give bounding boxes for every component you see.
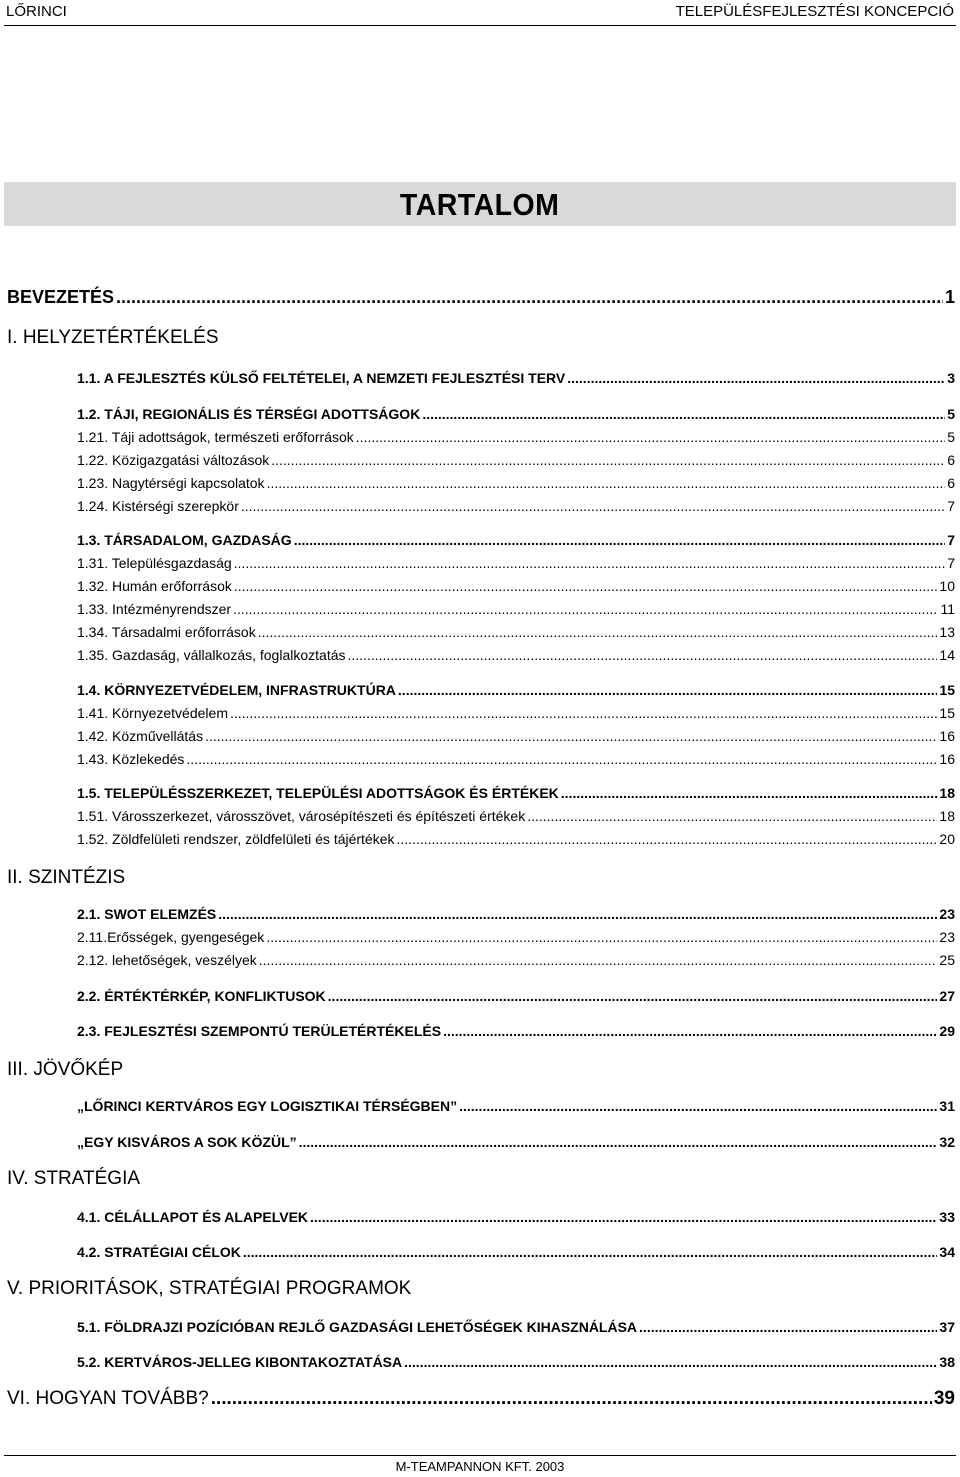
toc-entry-1-24[interactable] [77,498,955,514]
toc-entry-label: 5.2. KERTVÁROS-JELLEG KIBONTAKOZTATÁSA [77,1354,403,1370]
toc-entry-label: 1.33. Intézményrendszer [77,601,232,617]
toc-entry-page: 31 [939,1098,955,1114]
dot-leader [356,429,945,445]
dot-leader [233,601,938,617]
dot-leader [267,475,946,491]
toc-entry-1-5[interactable] [77,785,955,801]
toc-entry-label: 1.1. A FEJLESZTÉS KÜLSŐ FELTÉTELEI, A NEMZETI FEJLESZTÉSI TERV [77,370,566,386]
toc-entry-label: 2.3. FEJLESZTÉSI SZEMPONTÚ TERÜLETÉRTÉKELÉS [77,1023,442,1039]
toc-entry-page: 13 [939,624,955,640]
toc-entry-2-11[interactable] [77,929,955,945]
toc-entry-3-b[interactable] [77,1134,955,1150]
toc-entry-label: 1.42. Közművellátás [77,728,204,744]
toc-entry-2-2[interactable] [77,988,955,1004]
toc-entry-page: 7 [947,555,955,571]
toc-entry-page: 34 [939,1244,955,1260]
toc-entry-1-21[interactable] [77,429,955,445]
toc-entry-page: 29 [939,1023,955,1039]
toc-entry-label: 2.11.Erősségek, gyengeségek [77,929,265,945]
dot-leader [422,406,945,422]
dot-leader [310,1209,937,1225]
toc-entry-page: 7 [947,498,955,514]
toc-entry-label: 1.2. TÁJI, REGIONÁLIS ÉS TÉRSÉGI ADOTTSÁGOK [77,406,421,422]
toc-entry-3-a[interactable] [77,1098,955,1114]
toc-entry-bevezetes[interactable] [7,287,955,308]
dot-leader [567,370,945,386]
toc-entry-label: 1.31. Településgazdaság [77,555,232,571]
toc-entry-6[interactable] [7,1388,955,1410]
toc-entry-label: 1.23. Nagytérségi kapcsolatok [77,475,265,491]
toc-entry-page: 33 [939,1209,955,1225]
dot-leader [241,498,945,514]
toc-entry-label: „LŐRINCI KERTVÁROS EGY LOGISZTIKAI TÉRSÉGBEN” [77,1098,458,1114]
toc-entry-1-35[interactable] [77,647,955,663]
dot-leader [299,1134,938,1150]
toc-entry-2-3[interactable] [77,1023,955,1039]
dot-leader [397,831,938,847]
toc-entry-page: 1 [944,287,955,307]
toc-entry-page: 3 [947,370,955,386]
toc-entry-page: 16 [939,751,955,767]
toc-entry-page: 27 [939,988,955,1004]
toc-entry-1-33[interactable] [77,601,955,617]
toc-entry-1-4[interactable] [77,682,955,698]
dot-leader [271,452,945,468]
dot-leader [527,808,937,824]
toc-entry-page: 6 [947,452,955,468]
toc-entry-page: 37 [939,1319,955,1335]
dot-leader [259,952,938,968]
dot-leader [205,728,937,744]
toc-entry-page: 20 [939,831,955,847]
toc-entry-page: 23 [939,906,955,922]
toc-entry-1-43[interactable] [77,751,955,767]
title-band [4,182,956,226]
toc-entry-label: 1.22. Közigazgatási változások [77,452,270,468]
toc-entry-2-1[interactable] [77,906,955,922]
toc-entry-label: 1.41. Környezetvédelem [77,705,228,721]
dot-leader [234,578,938,594]
dot-leader [186,751,937,767]
toc-entry-label: 5.1. FÖLDRAJZI POZÍCIÓBAN REJLŐ GAZDASÁGI LEHETŐSÉGEK KIHASZNÁLÁSA [77,1319,638,1335]
toc-entry-page: 38 [939,1354,955,1370]
toc-entry-label: 1.32. Humán erőforrások [77,578,232,594]
toc-entry-1-51[interactable] [77,808,955,824]
dot-leader [328,988,938,1004]
toc-entry-label: 1.5. TELEPÜLÉSSZERKEZET, TELEPÜLÉSI ADOTTSÁGOK ÉS ÉRTÉKEK [77,785,559,801]
toc-entry-label: 1.34. Társadalmi erőforrások [77,624,256,640]
toc-entry-page: 14 [939,647,955,663]
toc-entry-5-1[interactable] [77,1319,955,1335]
toc-entry-page: 32 [939,1134,955,1150]
toc-entry-1-32[interactable] [77,578,955,594]
dot-leader [443,1023,937,1039]
toc-entry-1-52[interactable] [77,831,955,847]
toc-entry-1-34[interactable] [77,624,955,640]
footer-rule [4,1455,956,1456]
section-heading-4: IV. STRATÉGIA [7,1168,141,1189]
toc-entry-label: 1.4. KÖRNYEZETVÉDELEM, INFRASTRUKTÚRA [77,682,396,698]
dot-leader [639,1319,937,1335]
toc-entry-label: 1.21. Táji adottságok, természeti erőforrások [77,429,354,445]
toc-entry-page: 5 [947,406,955,422]
toc-entry-label: 1.43. Közlekedés [77,751,185,767]
toc-entry-2-12[interactable] [77,952,955,968]
toc-entry-label: 1.51. Városszerkezet, városszövet, városépítészeti és építészeti értékek [77,808,526,824]
dot-leader [116,287,943,308]
toc-entry-label: 4.1. CÉLÁLLAPOT ÉS ALAPELVEK [77,1209,309,1225]
toc-entry-page: 11 [940,601,955,617]
toc-entry-1-42[interactable] [77,728,955,744]
section-heading-5: V. PRIORITÁSOK, STRATÉGIAI PROGRAMOK [7,1278,412,1299]
toc-entry-label: 2.12. lehetőségek, veszélyek [77,952,257,968]
running-header-left: LŐRINCI [6,3,67,20]
toc-entry-5-2[interactable] [77,1354,955,1370]
page-footer: M-TEAMPANNON KFT. 2003 [395,1459,565,1474]
page-title: TARTALOM [400,187,560,222]
toc-entry-1-1[interactable] [77,370,955,386]
dot-leader [459,1098,937,1114]
toc-entry-label: 2.2. ÉRTÉKTÉRKÉP, KONFLIKTUSOK [77,988,326,1004]
toc-entry-page: 10 [939,578,955,594]
section-heading-2: II. SZINTÉZIS [7,867,126,888]
toc-entry-page: 7 [947,532,955,548]
section-heading-1: I. HELYZETÉRTÉKELÉS [7,327,219,348]
toc-entry-1-31[interactable] [77,555,955,571]
toc-entry-page: 39 [933,1388,955,1409]
toc-entry-label: 1.52. Zöldfelületi rendszer, zöldfelületi és tájértékek [77,831,395,847]
toc-entry-page: 15 [939,705,955,721]
toc-entry-label: BEVEZETÉS [7,287,115,307]
toc-entry-label: 1.24. Kistérségi szerepkör [77,498,239,514]
dot-leader [398,682,938,698]
section-heading-3: III. JÖVŐKÉP [7,1059,124,1080]
dot-leader [234,555,946,571]
toc-entry-1-3[interactable] [77,532,955,548]
toc-entry-page: 6 [947,475,955,491]
dot-leader [230,705,937,721]
toc-entry-label: 1.3. TÁRSADALOM, GAZDASÁG [77,532,292,548]
toc-entry-page: 18 [939,808,955,824]
dot-leader [348,647,938,663]
toc-entry-1-23[interactable] [77,475,955,491]
dot-leader [561,785,938,801]
toc-entry-page: 25 [939,952,955,968]
dot-leader [404,1354,937,1370]
toc-entry-page: 15 [939,682,955,698]
toc-entry-page: 23 [939,929,955,945]
dot-leader [258,624,938,640]
dot-leader [266,929,937,945]
dot-leader [294,532,946,548]
toc-entry-4-1[interactable] [77,1209,955,1225]
toc-entry-4-2[interactable] [77,1244,955,1260]
toc-entry-page: 5 [947,429,955,445]
dot-leader [211,1388,932,1410]
toc-entry-label: 2.1. SWOT ELEMZÉS [77,906,217,922]
running-header-right: TELEPÜLÉSFEJLESZTÉSI KONCEPCIÓ [675,3,954,20]
toc-entry-page: 18 [939,785,955,801]
toc-entry-1-22[interactable] [77,452,955,468]
toc-entry-1-41[interactable] [77,705,955,721]
dot-leader [218,906,937,922]
dot-leader [243,1244,938,1260]
toc-entry-label: 4.2. STRATÉGIAI CÉLOK [77,1244,241,1260]
toc-entry-label: „EGY KISVÁROS A SOK KÖZÜL” [77,1134,297,1150]
header-rule [4,25,956,26]
toc-entry-1-2[interactable] [77,406,955,422]
toc-entry-label: 1.35. Gazdaság, vállalkozás, foglalkoztatás [77,647,346,663]
toc-entry-page: 16 [939,728,955,744]
toc-entry-label: VI. HOGYAN TOVÁBB? [7,1388,209,1409]
